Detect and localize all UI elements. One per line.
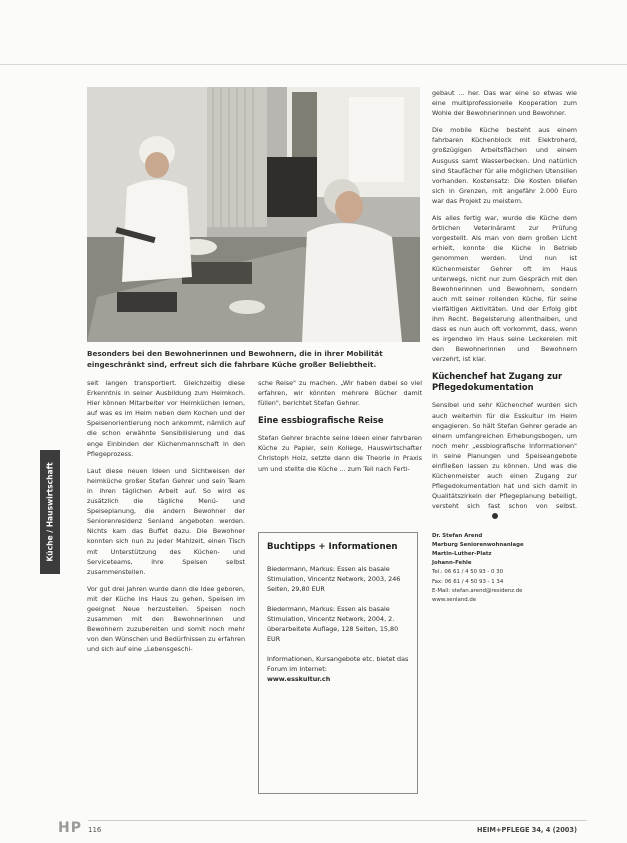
paragraph: sche Reise" zu machen. „Wir haben dabei so viel erfahren, wir könnten mehrere Bücher damit füllen", berichtet Stefan Gehrer. (258, 379, 422, 408)
author-phone: Tel.: 06 61 / 4 50 93 - 0 30 (432, 569, 504, 576)
paragraph: gebaut ... her. Das war eine so etwas wie eine multiprofessionelle Kooperation zum Wohle der Bewohnerinnen und Bewohner. (432, 89, 577, 118)
author-name: Dr. Stefan Arend (432, 532, 483, 539)
issue-reference: HEIM+PFLEGE 34, 4 (2003) (476, 826, 577, 834)
book-tips-box (258, 532, 418, 794)
end-mark-icon (492, 513, 498, 519)
author-org: Marburg Seniorenwohnanlage (432, 541, 524, 548)
author-fax: Fax: 06 61 / 4 50 93 - 1 34 (432, 578, 504, 585)
photo-caption: Besonders bei den Bewohnerinnen und Bewohnern, die in ihrer Mobilität eingeschränkt sind, erfreut sich die fahrbare Küche großer Beliebtheit. (87, 349, 383, 369)
page-number: 116 (88, 826, 102, 834)
author-city: Johann-Fehle (432, 560, 472, 567)
text-column-1 (87, 378, 245, 661)
section-tab (40, 450, 60, 574)
section-heading: Küchenchef hat Zugang zur Pflegedokumentation (432, 371, 563, 393)
magazine-logo: HP (58, 820, 82, 836)
info-entry (267, 654, 409, 684)
paragraph: Vor gut drei Jahren wurde dann die Idee geboren, mit der Küche ins Haus zu gehen, Speisen im geeignet Neue herzustellen. Speisen noch zusammen mit den Bewohnerinnen und Bewohnern zuzubereiten und somit noch mehr von den Wünschen und Bedürfnissen zu erfahren und sich auf eine „Lebensgeschi- (87, 584, 245, 654)
paragraph: seit langen transportiert. Gleichzeitig diese Erkenntnis in seiner Ausbildung zum Heimkoch. Hier können Mitarbeiter vor Heimküchen lernen, auf was es im Heim neben dem Kochen und der Speisenorientierung noch ankommt, nämlich auf die schon erwähnte Sensibilisierung und das enge Einbinden der Küchenmannschaft in den Pflegeprozess. (87, 379, 245, 458)
footer-rule (88, 820, 587, 821)
book-entry: Biedermann, Markus: Essen als basale Stimulation, Vincentz Network, 2003, 246 Seiten, 29,80 EUR (267, 565, 401, 593)
paragraph: Als alles fertig war, wurde die Küche dem örtlichen Veterinäramt zur Prüfung vorgestellt. Als man von dem großen Licht erhielt, konnte die Küche in Betrieb genommen werden. Und nun ist Küchenmeister Gehrer oft im Haus unterwegs, nicht nur zum Gespräch mit den Bewohnerinnen und Bewohnern, sondern auch mit seiner rollenden Küche, für seine vielfältigen Aktivitäten. Und der Erfolg gibt ihm Recht. Begeisterung allenthalben, und dass es nun auch oft vorkommt, dass, wenn es irgendwo im Haus seine Leckereien mit den Bewohnerinnen und Bewohnern verzehrt, ist klar. (432, 214, 577, 364)
paragraph-text: Sensibel und sehr Küchenchef wurden sich auch weiterhin für die Esskultur im Heim engagieren. So hält Stefan Gehrer gerade an einem umfangreichen Erhebungsbogen, um noch mehr „essbiografische Informationen" in seine Planungen und Speiseangebote einfließen lassen zu können. Und was die Küchenmeister auch einen Zugang zur Pflegedokumentation hat und sich damit in Qualitätszirkeln der Pflegeplanung beteiligt, versteht sich fast schon von selbst. (432, 401, 577, 511)
info-text: Informationen, Kursangebote etc. bietet das Forum im Internet: (267, 655, 409, 673)
box-title: Buchtipps + Informationen (267, 542, 398, 552)
author-website[interactable]: www.senland.de (432, 596, 477, 603)
paragraph (432, 400, 577, 521)
author-email[interactable]: E-Mail: stefan.arend@residenz.de (432, 587, 523, 594)
text-column-2 (258, 378, 422, 481)
paragraph: Laut diese neuen Ideen und Sichtweisen der heimküche großer Stefan Gehrer und sein Team in ihren täglichen Arbeit auf. So wird es zusätzlich die tägliche Menü- und Speiseplanung, die andern Bewohner der Seniorenresidenz Senland angeboten werden. Nichts kam das Buffet dazu. Die Bewohner konnten sich nun zu jeder Mahlzeit, einen Tisch mit Unterstützung des Küchen- und Serviceteams, ihre Speisen selbst zusammenstellen. (87, 466, 245, 576)
website-link[interactable]: www.esskultur.ch (267, 675, 331, 683)
author-street: Martin-Luther-Platz (432, 550, 492, 557)
paragraph: Stefan Gehrer brachte seine Ideen einer fahrbaren Küche zu Papier, sein Kollege, Hauswirtschafter Christoph Holz, setzte dann die Theorie in Praxis um und stellte die Küche ... zum Teil nach Ferti- (258, 434, 422, 473)
kitchen-photo (87, 87, 420, 342)
section-heading: Eine essbiografische Reise (258, 415, 384, 426)
section-tab-label: Küche / Hauswirtschaft (45, 462, 55, 562)
text-column-3 (432, 88, 577, 605)
author-block (432, 532, 577, 606)
book-entry: Biedermann, Markus: Essen als basale Stimulation, Vincentz Network, 2004, 2. überarbeitete Auflage, 128 Seiten, 15,80 EUR (267, 605, 399, 643)
top-rule (0, 64, 627, 65)
paragraph: Die mobile Küche besteht aus einem fahrbaren Küchenblock mit Elektroherd, großzügigen Arbeitsflächen und einem Ausguss samt Wasserbecken. Und natürlich sind Staufächer für alle möglichen Utensilien vorhanden. Kostensatz: Die Kosten bliefen sich in Grenzen, mit angefähr 2.000 Euro war das Projekt zu meistern. (432, 126, 577, 205)
